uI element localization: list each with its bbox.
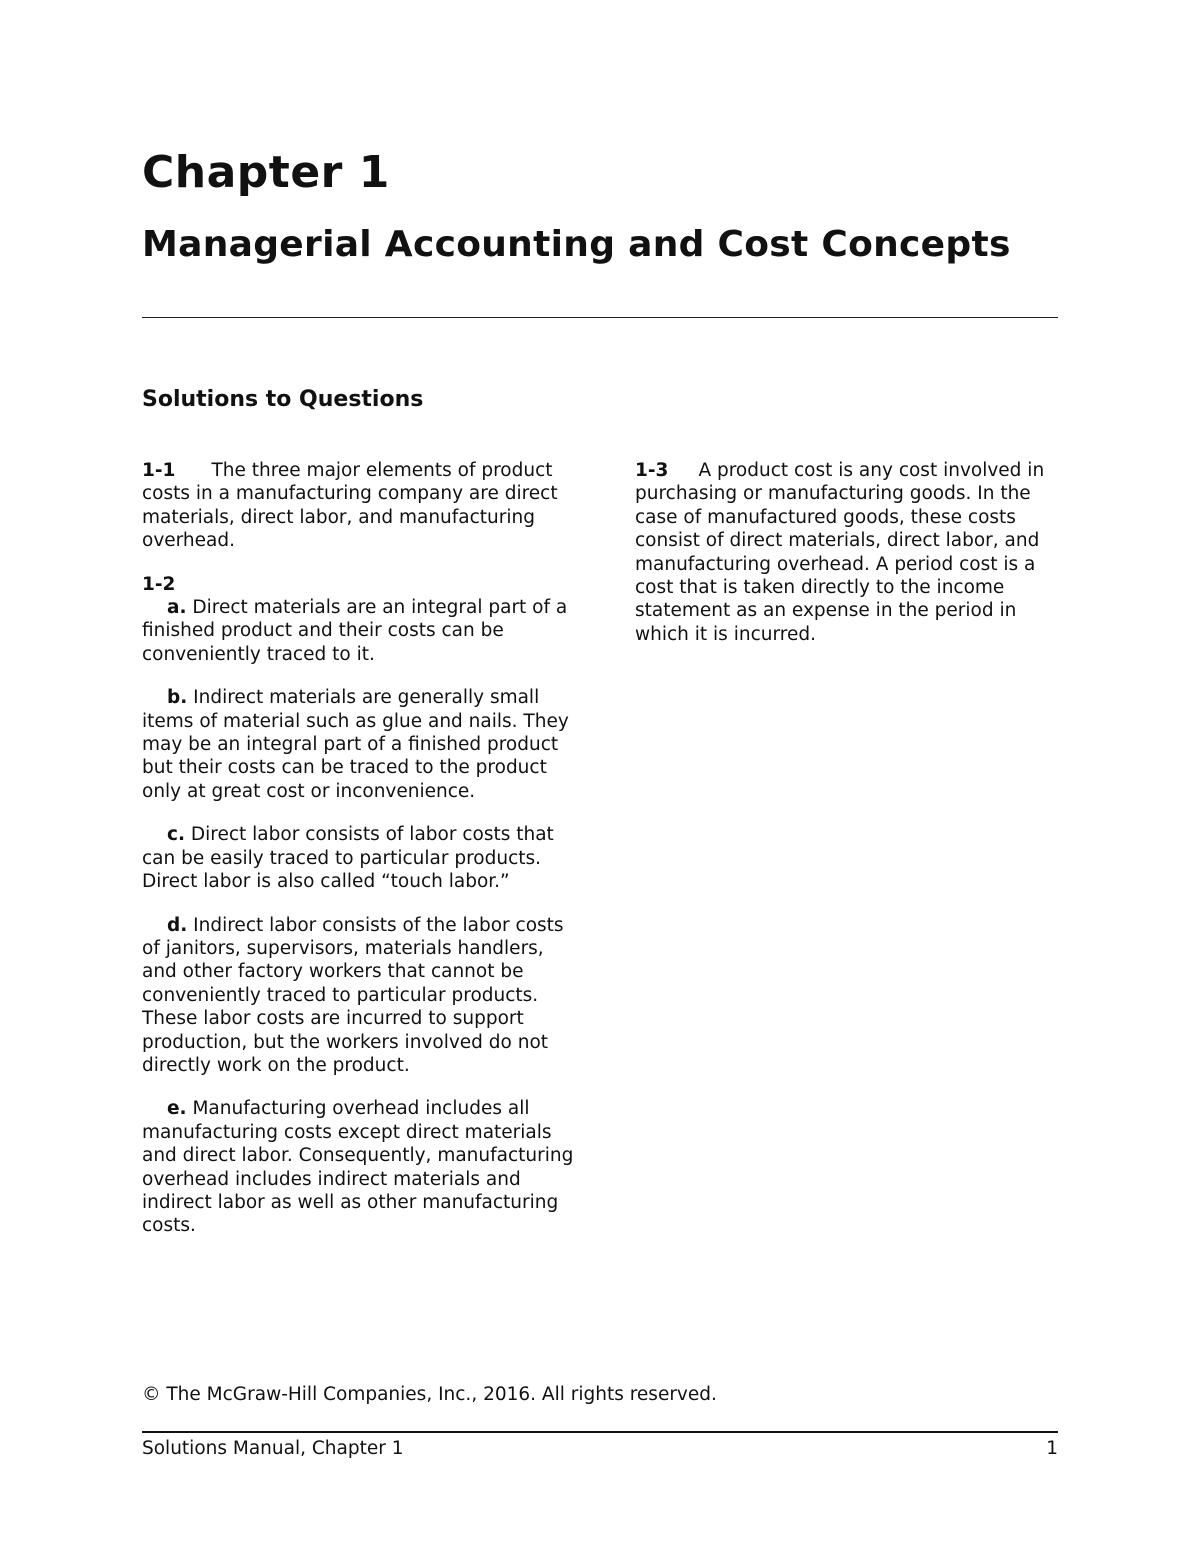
item-text: Direct labor consists of labor costs that can be easily traced to particular products. Direct labor is also called “touch labor.” <box>142 824 554 893</box>
item-text: Manufacturing overhead includes all manufacturing costs except direct materials and direct labor. Consequently, manufacturing overhead includes indirect materials and indirect labor as well as other manufacturing costs. <box>142 1098 574 1237</box>
question-1-2-item-a <box>142 596 574 666</box>
section-heading: Solutions to Questions <box>142 387 424 412</box>
footer-manual-label: Solutions Manual, Chapter 1 <box>142 1438 404 1459</box>
question-1-2-item-b <box>142 686 574 803</box>
item-text: Indirect labor consists of the labor costs of janitors, supervisors, materials handlers, and other factory workers that cannot be conveniently traced to particular products. These labor costs are incurred to support production, but the workers involved do not directly work on the product. <box>142 914 564 1076</box>
copyright-notice: © The McGraw-Hill Companies, Inc., 2016. All rights reserved. <box>142 1384 717 1405</box>
document-page <box>142 0 1058 1553</box>
question-text: A product cost is any cost involved in purchasing or manufacturing goods. In the case of manufactured goods, these costs consist of direct materials, direct labor, and manufacturing overhead. A period cost is a cost that is taken directly to the income statement as an expense in the period in which it is incurred. <box>635 460 1045 645</box>
question-1-2-item-c <box>142 823 574 893</box>
question-1-1 <box>142 459 574 553</box>
chapter-subtitle: Managerial Accounting and Cost Concepts <box>142 224 1011 265</box>
item-letter: b. <box>167 687 188 709</box>
item-letter: e. <box>167 1098 187 1120</box>
page-number: 1 <box>1046 1438 1058 1459</box>
chapter-title: Chapter 1 <box>142 147 390 198</box>
question-1-2-item-e <box>142 1097 574 1237</box>
question-1-2-number: 1-2 <box>142 573 176 595</box>
item-letter: d. <box>167 914 188 936</box>
question-text: The three major elements of product costs in a manufacturing company are direct materials, direct labor, and manufacturing overhead. <box>142 460 558 552</box>
item-text: Direct materials are an integral part of a finished product and their costs can be conveniently traced to it. <box>142 597 568 665</box>
title-divider <box>142 317 1058 318</box>
right-column <box>635 459 1058 666</box>
item-letter: a. <box>167 597 187 619</box>
question-1-2-item-d <box>142 914 574 1078</box>
item-letter: c. <box>167 824 185 846</box>
question-number: 1-3 <box>635 460 669 481</box>
question-number: 1-1 <box>142 460 176 481</box>
left-column <box>142 459 574 1258</box>
question-1-3 <box>635 459 1058 646</box>
item-text: Indirect materials are generally small items of material such as glue and nails. They may be an integral part of a finished product but their costs can be traced to the product only at great cost or inconvenience. <box>142 687 569 802</box>
footer-divider <box>142 1431 1058 1433</box>
